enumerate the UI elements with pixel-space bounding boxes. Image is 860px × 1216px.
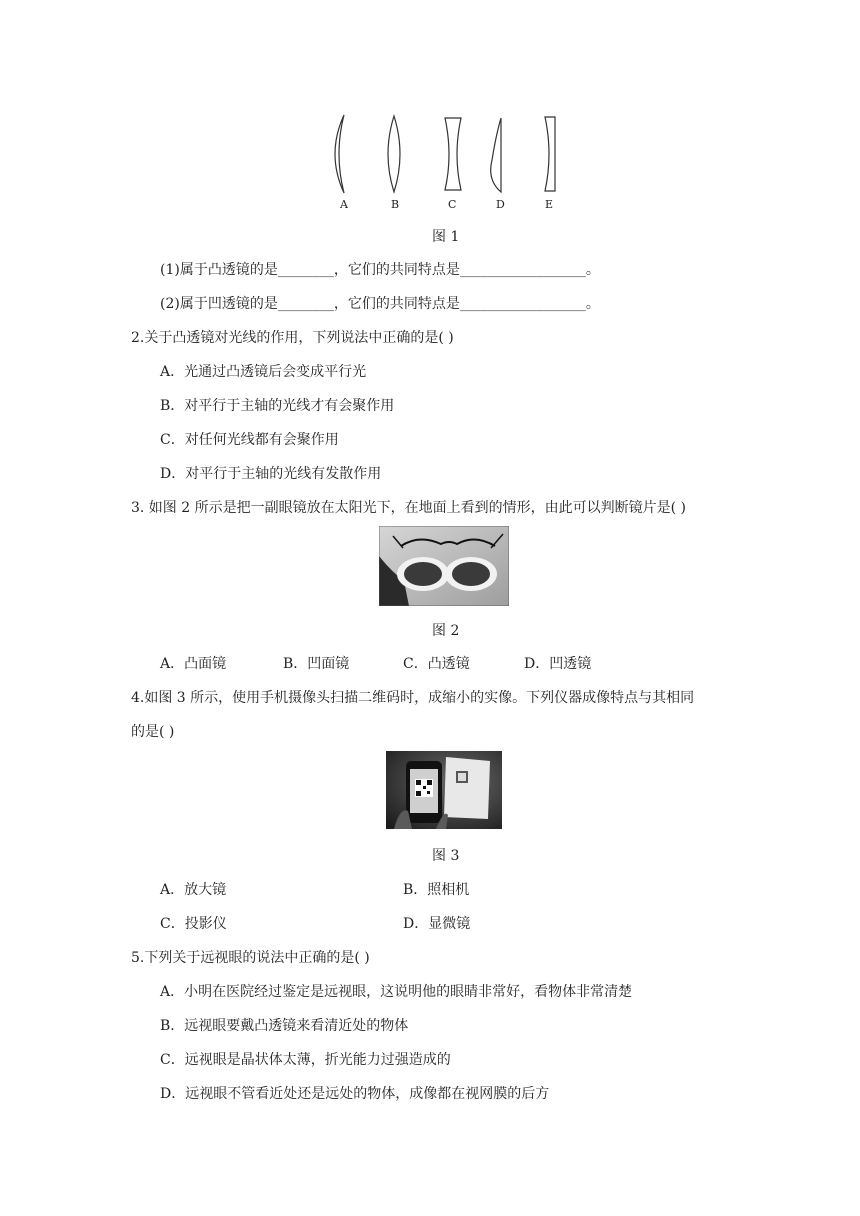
lens-label-d: D: [496, 198, 505, 211]
q4-option-a: A．放大镜: [160, 882, 227, 898]
figure2-caption: 图 2: [432, 623, 460, 639]
q1-part2: (2)属于凹透镜的是________，它们的共同特点是__________________。: [160, 296, 600, 312]
figure1-caption: 图 1: [432, 229, 460, 245]
phone-qr-photo: [386, 751, 502, 829]
lens-c-shape: [445, 118, 461, 190]
lens-label-e: E: [545, 198, 554, 211]
lens-a-shape: [335, 115, 344, 193]
q4-stem-line2: 的是( ): [131, 724, 175, 740]
q3-stem: 3. 如图 2 所示是把一副眼镜放在太阳光下，在地面上看到的情形，由此可以判断镜片是( ): [131, 500, 686, 516]
q1-part1: (1)属于凸透镜的是________，它们的共同特点是__________________。: [160, 262, 600, 278]
q3-option-c: C．凸透镜: [403, 656, 470, 672]
lens-e-shape: [545, 117, 555, 191]
lens-d-shape: [491, 118, 501, 192]
q3-option-b: B．凹面镜: [283, 656, 350, 672]
q5-option-b: B．远视眼要戴凸透镜来看清近处的物体: [160, 1018, 409, 1034]
q5-stem: 5.下列关于远视眼的说法中正确的是( ): [131, 950, 370, 966]
q3-option-d: D．凹透镜: [524, 656, 592, 672]
q2-option-a: A．光通过凸透镜后会变成平行光: [160, 364, 367, 380]
lens-b-shape: [388, 116, 400, 192]
figure3-caption: 图 3: [432, 848, 460, 864]
q4-option-d: D．显微镜: [403, 916, 471, 932]
lens-label-a: A: [340, 198, 348, 211]
q4-stem-line1: 4.如图 3 所示，使用手机摄像头扫描二维码时，成缩小的实像。下列仪器成像特点与其相同: [131, 690, 695, 706]
q4-option-b: B．照相机: [403, 882, 470, 898]
q2-option-c: C．对任何光线都有会聚作用: [160, 432, 339, 448]
lens-label-b: B: [391, 198, 400, 211]
q5-option-a: A．小明在医院经过鉴定是远视眼，这说明他的眼睛非常好，看物体非常清楚: [160, 984, 633, 1000]
glasses-shadow-photo: [379, 526, 509, 606]
q5-option-d: D．远视眼不管看近处还是远处的物体，成像都在视网膜的后方: [160, 1086, 550, 1102]
q5-option-c: C．远视眼是晶状体太薄，折光能力过强造成的: [160, 1052, 451, 1068]
lens-figure: [318, 110, 568, 214]
lens-label-c: C: [448, 198, 457, 211]
q2-option-d: D．对平行于主轴的光线有发散作用: [160, 466, 382, 482]
q3-option-a: A．凸面镜: [160, 656, 227, 672]
q2-option-b: B．对平行于主轴的光线才有会聚作用: [160, 398, 395, 414]
q2-stem: 2.关于凸透镜对光线的作用，下列说法中正确的是( ): [131, 330, 454, 346]
q4-option-c: C．投影仪: [160, 916, 227, 932]
